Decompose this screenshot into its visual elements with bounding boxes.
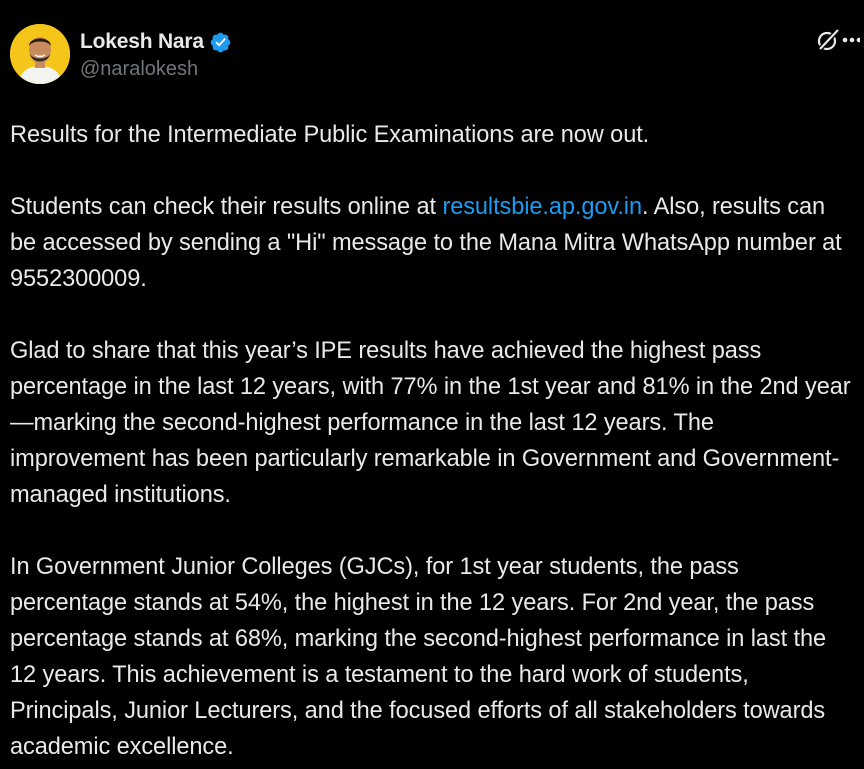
author-handle[interactable]: @naralokesh xyxy=(80,58,199,80)
post-paragraph-2-end: . Also, results can be accessed by sending a "Hi" message to the Mana Mitra WhatsApp number at 9552300009. xyxy=(10,194,842,292)
author-display-name[interactable]: Lokesh Nara xyxy=(80,30,204,53)
post-paragraph-3: Glad to share that this year’s IPE results have achieved the highest pass percentage in the last 12 years, with 77% in the 1st year and 81% in the 2nd year—marking the second-highest performance in the last 12 years. The improvement has been particularly remarkable in Government and Government-managed institutions. xyxy=(10,338,851,508)
avatar-image xyxy=(10,24,70,84)
tweet-header xyxy=(10,12,854,92)
name-row xyxy=(80,28,232,56)
results-website-link[interactable]: resultsbie.ap.gov.in xyxy=(442,194,642,220)
verified-badge-icon[interactable] xyxy=(209,31,232,54)
more-options-icon[interactable] xyxy=(840,26,860,54)
post-paragraph-1: Results for the Intermediate Public Examinations are now out. xyxy=(10,122,650,148)
post-paragraph-2 xyxy=(10,189,854,297)
post-paragraph-2-start: Students can check their results online at xyxy=(10,194,443,220)
grok-icon[interactable] xyxy=(814,26,842,54)
post-paragraph-4: In Government Junior Colleges (GJCs), for 1st year students, the pass percentage stands at 54%, the highest in the 12 years. For 2nd year, the pass percentage stands at 68%, marking the second-highest performance in last the 12 years. This achievement is a testament to the hard work of students, Principals, Junior Lecturers, and the focused efforts of all stakeholders towards academic excellence. xyxy=(10,554,827,760)
author-names xyxy=(80,28,232,81)
avatar[interactable] xyxy=(10,24,70,84)
tweet-body xyxy=(10,117,854,765)
